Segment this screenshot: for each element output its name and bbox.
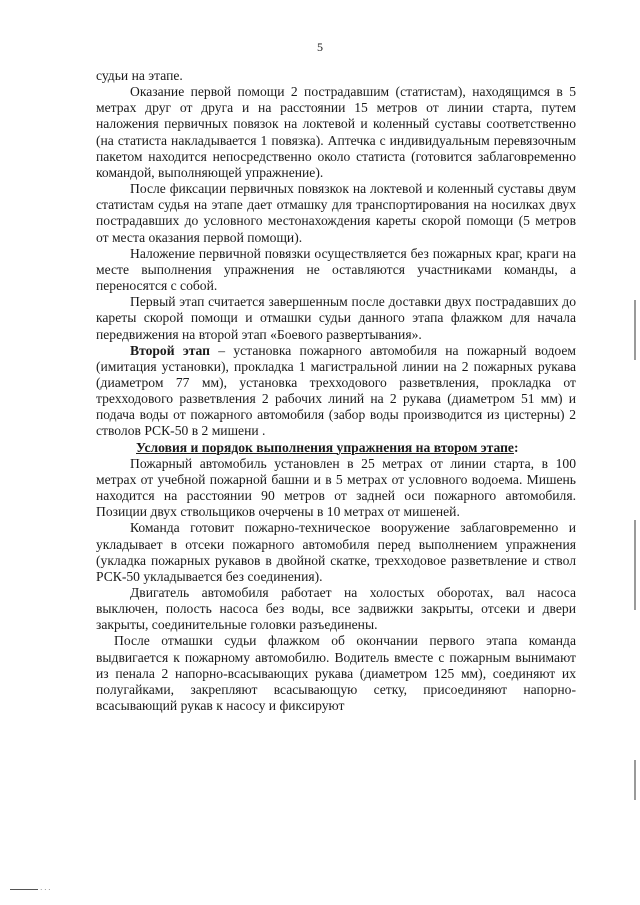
heading-colon: : xyxy=(513,439,519,455)
stage-two-conditions-heading xyxy=(96,440,576,456)
stage-two-label: Второй этап xyxy=(130,342,211,358)
footer-rule xyxy=(10,889,38,890)
paragraph-engine-state: Двигатель автомобиля работает на холостых оборотах, вал насоса выключен, полость насоса без воды, все задвижки закрыты, отсеки и двери закрыты, соединительные головки разъединены. xyxy=(96,585,576,633)
document-body xyxy=(96,68,576,714)
paragraph-continuation: судьи на этапе. xyxy=(96,68,183,83)
paragraph-stage-one-complete: Первый этап считается завершенным после доставки двух пострадавших до кареты скорой помощи и отмашки судьи данного этапа флажком для начала передвижения на второй этап «Боевого развертывания». xyxy=(96,294,576,342)
paragraph-first-aid: Оказание первой помощи 2 пострадавшим (статистам), находящимся в 5 метрах друг от друга и на расстоянии 15 метров от линии старта, путем наложения первичных повязок на локтевой и коленный суставы соответственно (на статиста накладывается 1 повязка). Аптечка с индивидуальным перевязочным пакетом находится непосредственно около статиста (готовится заблаговременно командой, выполняющей упражнение). xyxy=(96,84,576,180)
paragraph-equipment-prep: Команда готовит пожарно-техническое вооружение заблаговременно и укладывает в отсеки пожарного автомобиля перед выполнением упражнения (укладка пожарных рукавов в двойной скатке, трехходовое разветвление и ствол РСК-50 укладывается без соединения). xyxy=(96,520,576,584)
scan-edge-mark xyxy=(634,300,636,360)
paragraph-gloves: Наложение первичной повязки осуществляется без пожарных краг, краги на месте выполнения упражнения не оставляются участниками команды, а переносятся с собой. xyxy=(96,245,576,294)
scan-edge-mark xyxy=(634,760,636,800)
paragraph-team-advance: После отмашки судьи флажком об окончании первого этапа команда выдвигается к пожарному автомобилю. Водитель вместе с пожарным вынимают из пенала 2 напорно-всасывающих рукава (диаметром 125 мм), соединяют их полугайками, закрепляют всасывающую сетку, присоединяют напорно-всасывающий рукав к насосу и фиксируют xyxy=(96,633,576,714)
scan-edge-mark xyxy=(634,520,636,610)
footer-dots: · · · xyxy=(40,886,51,894)
page-number: 5 xyxy=(317,40,323,54)
paragraph-stage-two xyxy=(96,343,576,440)
stage-two-description: – установка пожарного автомобиля на пожарный водоем (имитация установки), прокладка 1 магистральной линии на 2 пожарных рукава (диаметром 77 мм), установка трехходового разветвления, прокладка от трехходового разветвления 2 рабочих линий на 2 рукава (диаметром 51 мм) и подача воды от пожарного автомобиля (забор воды производится из цистерны) 2 стволов РСК-50 в 2 мишени . xyxy=(96,342,576,439)
heading-text: Условия и порядок выполнения упражнения на втором этапе xyxy=(136,439,514,455)
paragraph-bandage-fixation: После фиксации первичных повязкок на локтевой и коленный суставы двум статистам судья на этапе дает отмашку для транспортирования на носилках двух пострадавших до условного местонахождения кареты скорой помощи (5 метров от места оказания первой помощи). xyxy=(96,181,576,245)
paragraph-vehicle-position: Пожарный автомобиль установлен в 25 метрах от линии старта, в 100 метрах от учебной пожарной башни и в 5 метрах от условного водоема. Мишень находится на расстоянии 90 метров от задней оси пожарного автомобиля. Позиции двух ствольщиков очерчены в 10 метрах от мишеней. xyxy=(96,455,576,520)
